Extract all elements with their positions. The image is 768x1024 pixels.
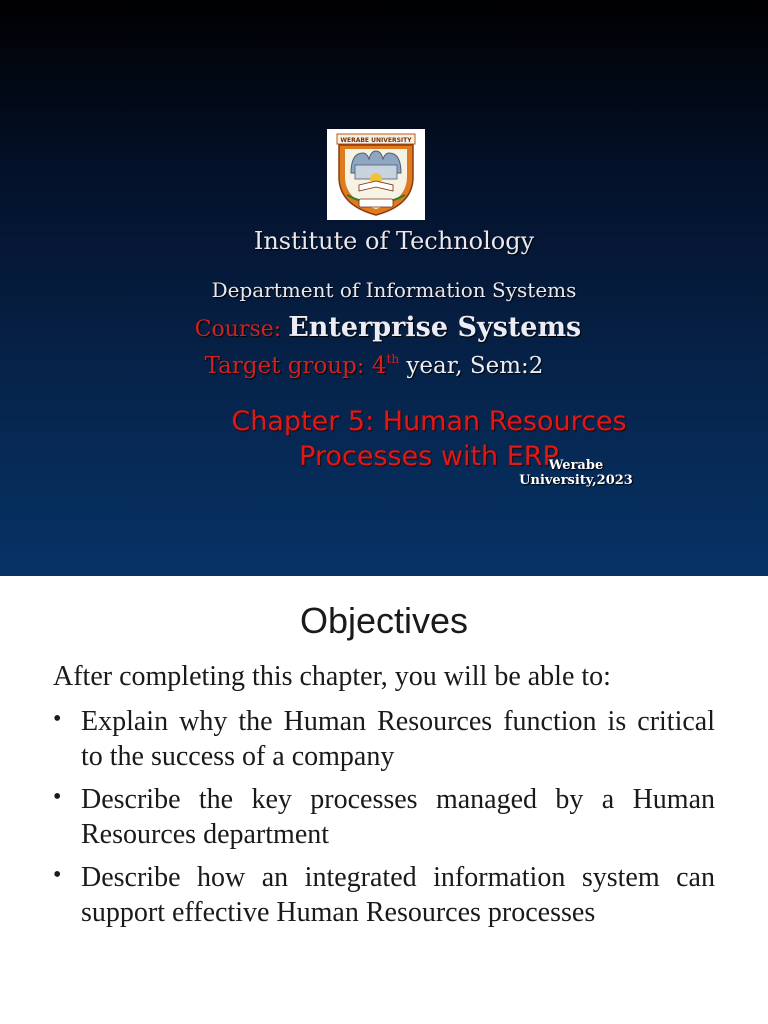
objective-item <box>53 704 715 774</box>
objectives-list <box>53 704 715 938</box>
chapter-title <box>45 404 768 474</box>
objectives-slide <box>0 576 768 1024</box>
course-label: Course: <box>194 317 282 342</box>
target-group-ordinal: th <box>386 352 400 366</box>
objective-text: Describe the key processes managed by a Human Resources department <box>81 784 715 850</box>
target-group-year: year, Sem:2 <box>399 353 544 379</box>
department-name: Department of Information Systems <box>211 278 577 302</box>
university-credit <box>512 458 640 488</box>
target-group-label: Target group: 4 <box>204 353 387 379</box>
objectives-title: Objectives <box>299 600 469 641</box>
target-group-line <box>0 352 758 379</box>
institute-name: Institute of Technology <box>253 227 535 255</box>
objective-item <box>53 860 715 930</box>
bullet-icon: • <box>53 862 62 888</box>
objective-text: Explain why the Human Resources function is critical to the success of a company <box>81 706 715 772</box>
objective-text: Describe how an integrated information system can support effective Human Resources processes <box>81 862 715 928</box>
chapter-title-line-2: Processes with ERP <box>299 441 559 472</box>
credit-line-1: Werabe <box>548 458 604 473</box>
course-line <box>4 312 768 343</box>
seal-icon <box>327 129 425 220</box>
chapter-title-line-1: Chapter 5: Human Resources <box>231 406 627 437</box>
objectives-intro: After completing this chapter, you will be able to: <box>53 661 611 692</box>
bullet-icon: • <box>53 784 62 810</box>
credit-line-2: University,2023 <box>519 473 633 488</box>
course-name: Enterprise Systems <box>288 312 582 343</box>
bullet-icon: • <box>53 706 62 732</box>
svg-text:WERABE UNIVERSITY: WERABE UNIVERSITY <box>340 137 412 144</box>
university-logo <box>327 129 425 220</box>
objective-item <box>53 782 715 852</box>
